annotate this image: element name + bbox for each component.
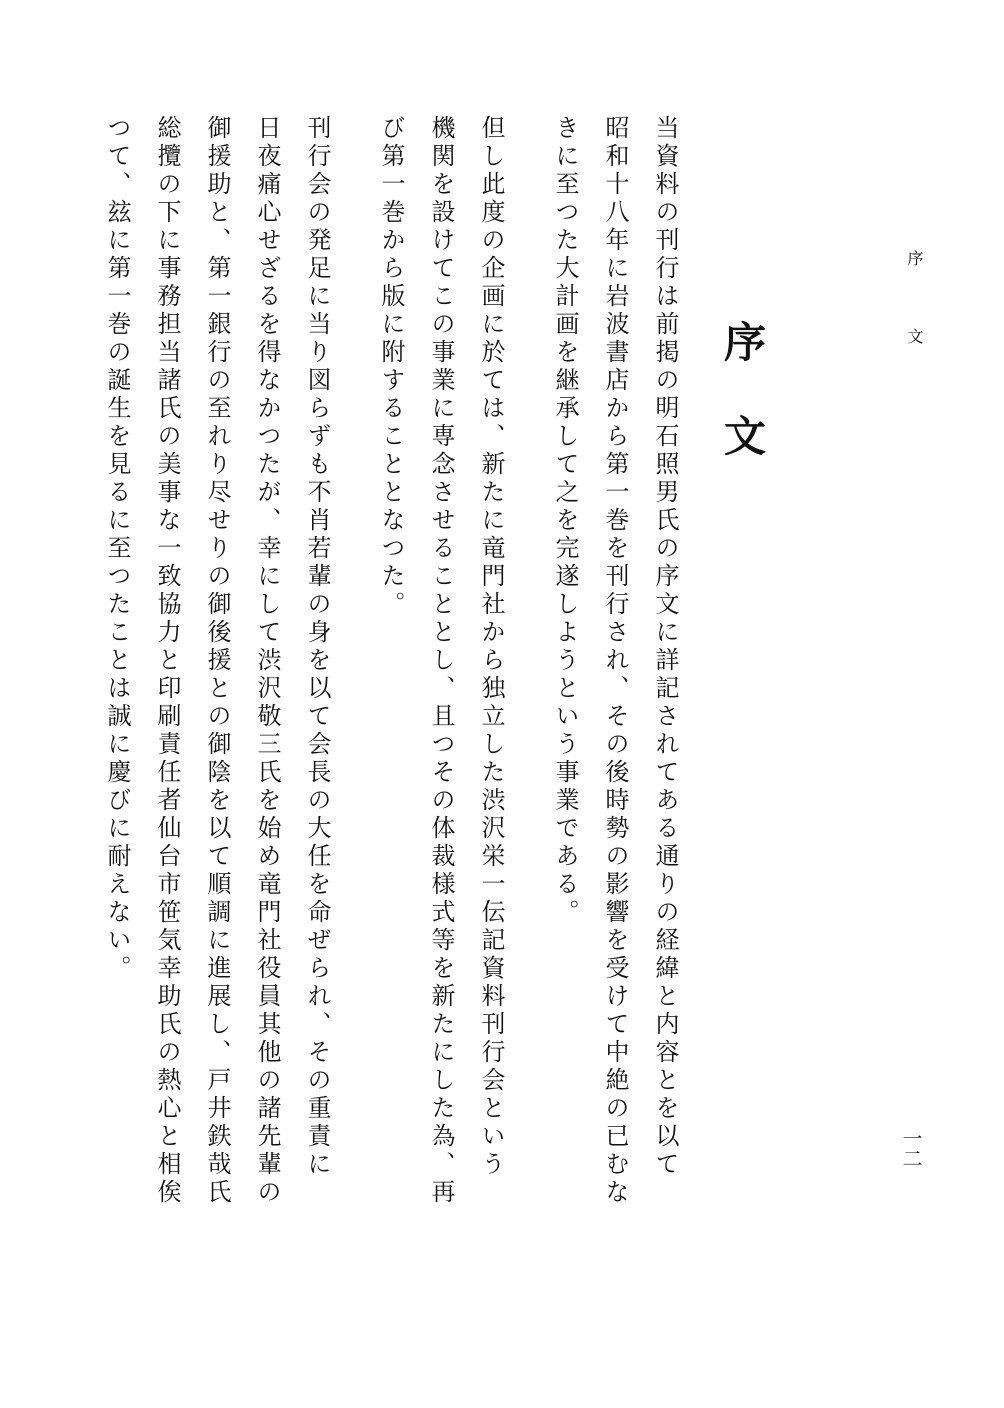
paragraph-2 (366, 115, 516, 1207)
text-line: きに至つた大計画を継承して之を完遂しようという事業である。 (551, 115, 579, 927)
text-line: 機関を設けてこの事業に専念させることとし、且つその体裁様式等を新たにした為、再 (427, 115, 455, 1207)
text-line: び第一巻から版に附することとなつた。 (377, 115, 405, 619)
text-line: つて、玆に第一巻の誕生を見るに至つたことは誠に慶びに耐えない。 (103, 115, 131, 983)
text-line: 当資料の刊行は前掲の明石照男氏の序文に詳記されてある通りの経緯と内容とを以て (651, 115, 679, 1179)
text-line: 昭和十八年に岩波書店から第一巻を刊行され、その後時勢の影響を受けて中絶の已むな (601, 115, 629, 1207)
running-head: 序文 (905, 250, 924, 406)
text-line: 総攬の下に事務担当諸氏の美事な一致協力と印刷責任者仙台市笹気幸助氏の熱心と相俟 (153, 115, 181, 1207)
page-title: 序文 (718, 320, 767, 508)
paragraph-1 (540, 115, 690, 1207)
text-line: 日夜痛心せざるを得なかつたが、幸にして渋沢敬三氏を始め竜門社役員其他の諸先輩の (253, 115, 281, 1207)
body-text (92, 115, 714, 1207)
text-line: 御援助と、第一銀行の至れり尽せりの御後援との御陰を以て順調に進展し、戸井鉄哉氏 (203, 115, 231, 1207)
text-line: 但し此度の企画に於ては、新たに竜門社から独立した渋沢栄一伝記資料刊行会という (477, 115, 505, 1179)
paragraph-3 (92, 115, 342, 1207)
page-number: 一二 (899, 1128, 923, 1168)
text-line: 刊行会の発足に当り図らずも不肖若輩の身を以て会長の大任を命ぜられ、その重責に (303, 115, 331, 1179)
